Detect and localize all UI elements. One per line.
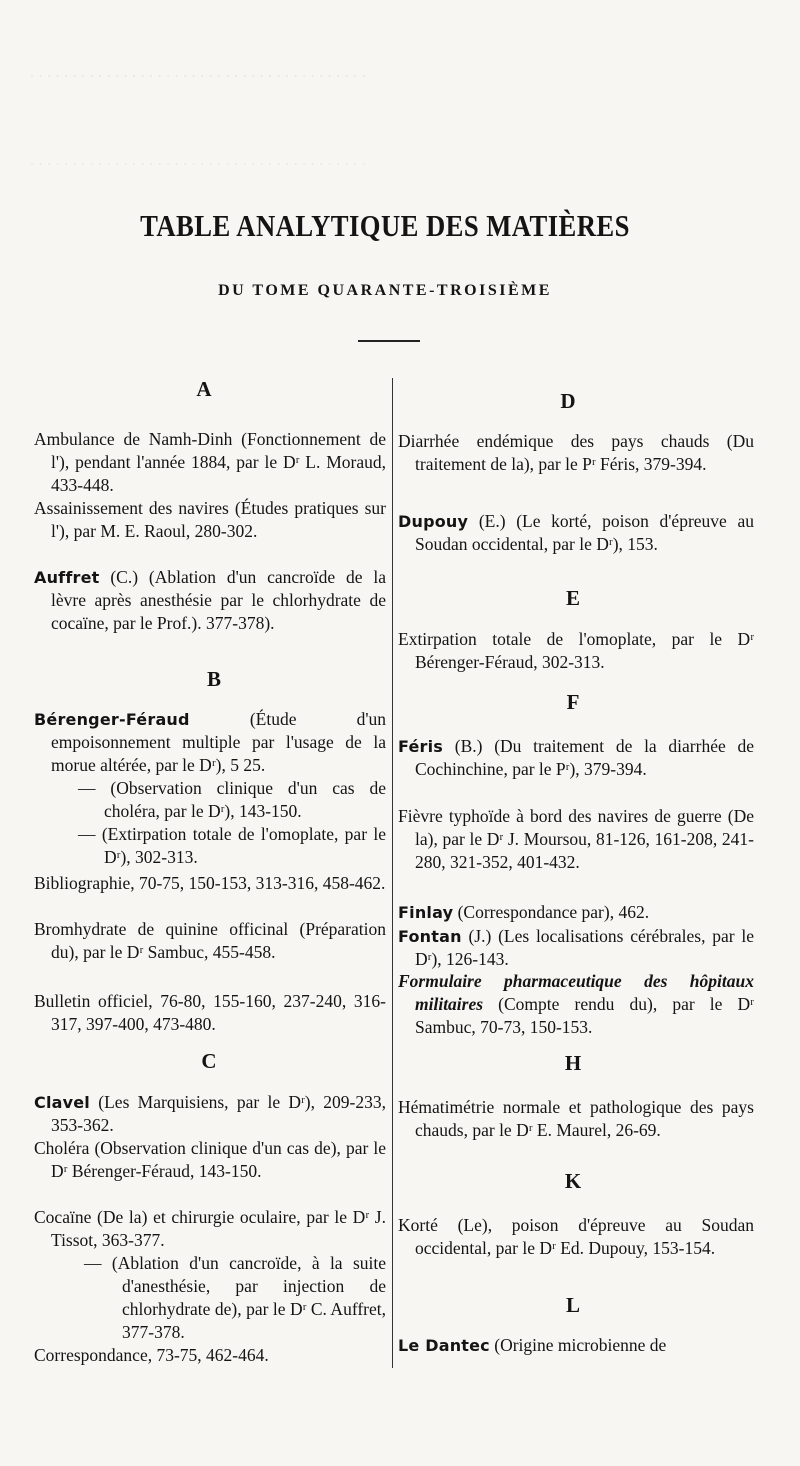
index-entry: Bromhydrate de quinine officinal (Préparation du), par le Dʳ Sambuc, 455-458. <box>34 919 386 962</box>
index-entry: Diarrhée endémique des pays chauds (Du traitement de la), par le Pʳ Féris, 379-394. <box>398 431 754 474</box>
index-entry <box>34 566 386 635</box>
page-title: TABLE ANALYTIQUE DES MATIÈRES <box>140 208 630 243</box>
entry-text: (Compte rendu du), par le Dʳ Sambuc, 70-73, 150-153. <box>415 994 754 1037</box>
entry-text: (J.) (Les localisations cérébrales, par le Dʳ), 126-143. <box>415 926 754 969</box>
section-letter-a: A <box>196 377 212 401</box>
entry-name: Le Dantec <box>398 1336 490 1355</box>
entry-name: Clavel <box>34 1093 90 1112</box>
index-entry <box>398 735 754 781</box>
entry-name: Fontan <box>398 927 462 946</box>
section-letter-k: K <box>564 1169 582 1193</box>
index-entry <box>398 901 754 924</box>
entry-title: Formulaire pharmaceutique des hôpitaux militaires <box>398 971 754 1014</box>
section-letter-b: B <box>206 667 221 691</box>
index-entry <box>34 1091 386 1137</box>
index-entry: Korté (Le), poison d'épreuve au Soudan occidental, par le Dʳ Ed. Dupouy, 153-154. <box>398 1215 754 1258</box>
index-entry <box>398 510 754 556</box>
index-entry: Fièvre typhoïde à bord des navires de guerre (De la), par le Dʳ J. Moursou, 81-126, 161-208, 241-280, 321-352, 401-432. <box>398 806 754 872</box>
index-entry <box>398 970 754 1039</box>
bleed-through-text: . . . . . . . . . . . . . . . . . . . . . . . . . . . . . . . . . . . . . . . . <box>30 150 366 169</box>
index-entry <box>398 925 754 971</box>
title-rule <box>358 340 420 342</box>
index-entry: Ambulance de Namh-Dinh (Fonctionnement de l'), pendant l'année 1884, par le Dʳ L. Moraud, 433-448. <box>34 429 386 495</box>
entry-name: Auffret <box>34 568 100 587</box>
index-entry: Correspondance, 73-75, 462-464. <box>34 1345 269 1365</box>
index-entry: Extirpation totale de l'omoplate, par le Dʳ Bérenger-Féraud, 302-313. <box>398 629 754 672</box>
section-letter-c: C <box>201 1049 217 1073</box>
entry-text: (E.) (Le korté, poison d'épreuve au Soudan occidental, par le Dʳ), 153. <box>415 511 754 554</box>
index-entry: Assainissement des navires (Études pratiques sur l'), par M. E. Raoul, 280-302. <box>34 498 386 541</box>
entry-text: (Les Marquisiens, par le Dʳ), 209-233, 353-362. <box>51 1092 386 1135</box>
entry-name: Dupouy <box>398 512 469 531</box>
section-letter-d: D <box>560 389 576 413</box>
entry-text: (C.) (Ablation d'un cancroïde de la lèvre après anesthésie par le chlorhydrate de cocaïne, par le Prof.). 377-378). <box>51 567 386 633</box>
index-entry: Hématimétrie normale et pathologique des pays chauds, par le Dʳ E. Maurel, 26-69. <box>398 1097 754 1140</box>
index-entry: — (Observation clinique d'un cas de choléra, par le Dʳ), 143-150. <box>78 778 386 821</box>
index-entry: Bulletin officiel, 76-80, 155-160, 237-240, 316-317, 397-400, 473-480. <box>34 991 386 1034</box>
entry-name: Finlay <box>398 903 454 922</box>
entry-text: (Correspondance par), 462. <box>453 902 650 922</box>
entry-text: (Étude d'un empoisonnement multiple par l'usage de la morue altérée, par le Dʳ), 5 25. <box>51 709 386 775</box>
index-entry: Choléra (Observation clinique d'un cas de), par le Dʳ Bérenger-Féraud, 143-150. <box>34 1138 386 1181</box>
index-entry: Cocaïne (De la) et chirurgie oculaire, par le Dʳ J. Tissot, 363-377. <box>34 1207 386 1250</box>
index-entry: — (Extirpation totale de l'omoplate, par le Dʳ), 302-313. <box>78 824 386 867</box>
entry-name: Bérenger-Féraud <box>34 710 190 729</box>
bleed-through-text: . . . . . . . . . . . . . . . . . . . . . . . . . . . . . . . . . . . . . . . . <box>30 62 366 81</box>
entry-name: Féris <box>398 737 444 756</box>
column-divider <box>392 378 393 1368</box>
entry-text: (B.) (Du traitement de la diarrhée de Cochinchine, par le Pʳ), 379-394. <box>415 736 754 779</box>
page-subtitle: DU TOME QUARANTE-TROISIÈME <box>218 282 552 299</box>
section-letter-h: H <box>564 1051 582 1075</box>
index-entry: — (Ablation d'un cancroïde, à la suite d'anesthésie, par injection de chlorhydrate de), par le Dʳ C. Auffret, 377-378. <box>84 1253 386 1342</box>
section-letter-f: F <box>566 690 580 714</box>
entry-text: (Origine microbienne de <box>489 1335 667 1355</box>
index-entry <box>34 708 386 777</box>
index-entry <box>398 1334 754 1357</box>
section-letter-e: E <box>565 586 580 610</box>
section-letter-l: L <box>565 1293 580 1317</box>
index-entry: Bibliographie, 70-75, 150-153, 313-316, 458-462. <box>34 873 386 893</box>
